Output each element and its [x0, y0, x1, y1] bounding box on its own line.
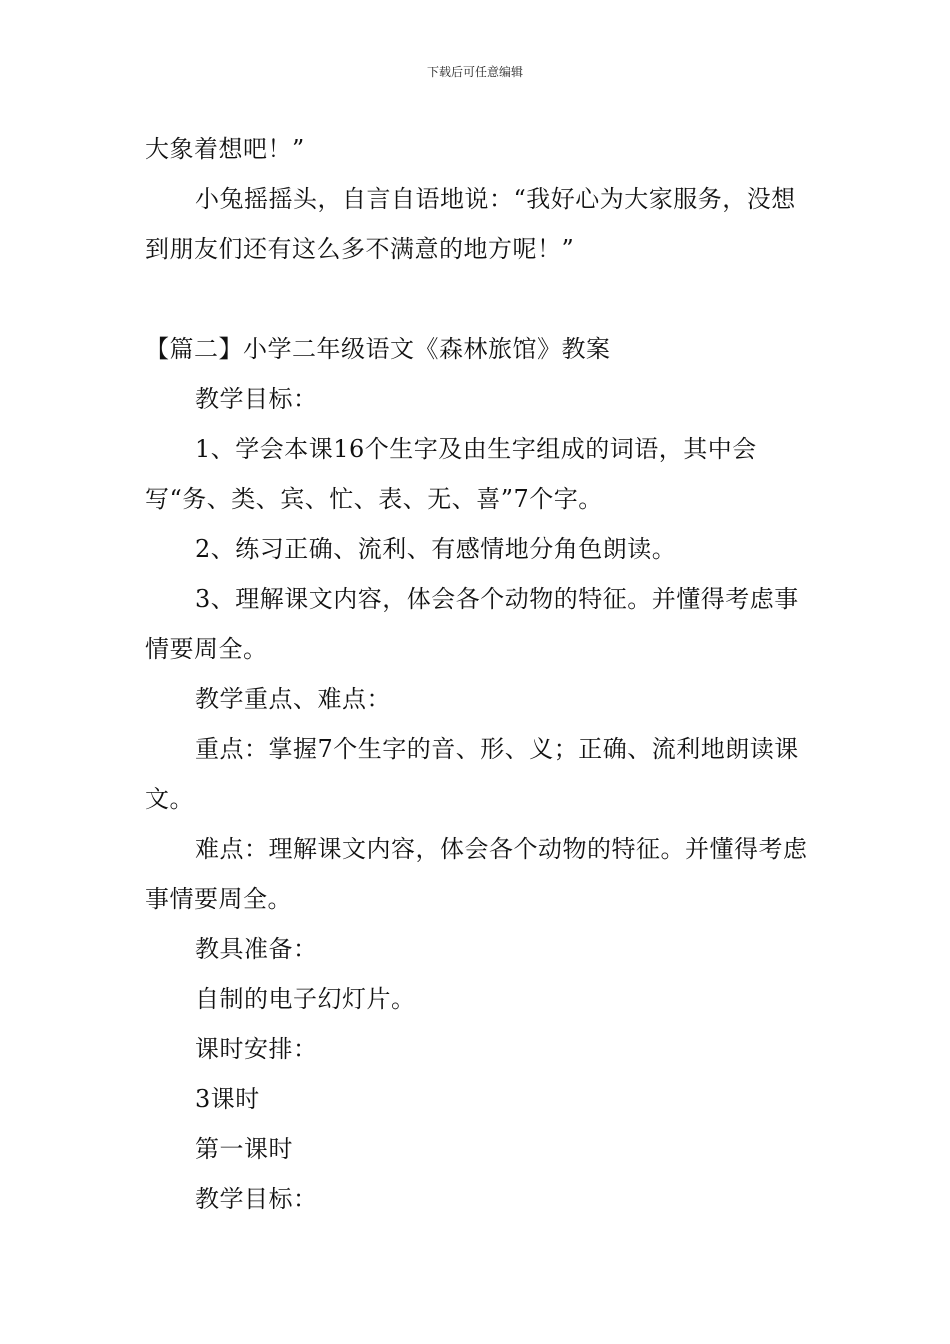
- heading-schedule: 课时安排：: [195, 1035, 318, 1063]
- lesson-one-title: 第一课时: [195, 1135, 293, 1163]
- schedule-text: 3课时: [195, 1085, 260, 1113]
- heading-teaching-goals: 教学目标：: [195, 385, 318, 413]
- paragraph-2: 小兔摇摇头，自言自语地说：“我好心为大家服务，没想到朋友们还有这么多不满意的地方呢！”: [145, 185, 796, 263]
- goal-item-1: 1、学会本课16个生字及由生字组成的词语，其中会写“务、类、宾、忙、表、无、喜”7个字。: [145, 435, 757, 513]
- blank-line: [145, 274, 810, 324]
- materials-text: 自制的电子幻灯片。: [195, 985, 416, 1013]
- section-title: 【篇二】小学二年级语文《森林旅馆》教案: [145, 335, 611, 363]
- page-header-note: 下载后可任意编辑: [426, 65, 523, 79]
- key-point: 重点：掌握7个生字的音、形、义；正确、流利地朗读课文。: [145, 735, 799, 813]
- paragraph-1: 大象着想吧！”: [145, 135, 305, 163]
- lesson-one-goals-heading: 教学目标：: [195, 1185, 318, 1213]
- document-body: [145, 124, 810, 1224]
- goal-item-2: 2、练习正确、流利、有感情地分角色朗读。: [195, 535, 677, 563]
- goal-item-3: 3、理解课文内容，体会各个动物的特征。并懂得考虑事情要周全。: [145, 585, 799, 663]
- heading-key-points: 教学重点、难点：: [195, 685, 391, 713]
- heading-materials: 教具准备：: [195, 935, 318, 963]
- difficult-point: 难点：理解课文内容，体会各个动物的特征。并懂得考虑事情要周全。: [145, 835, 808, 913]
